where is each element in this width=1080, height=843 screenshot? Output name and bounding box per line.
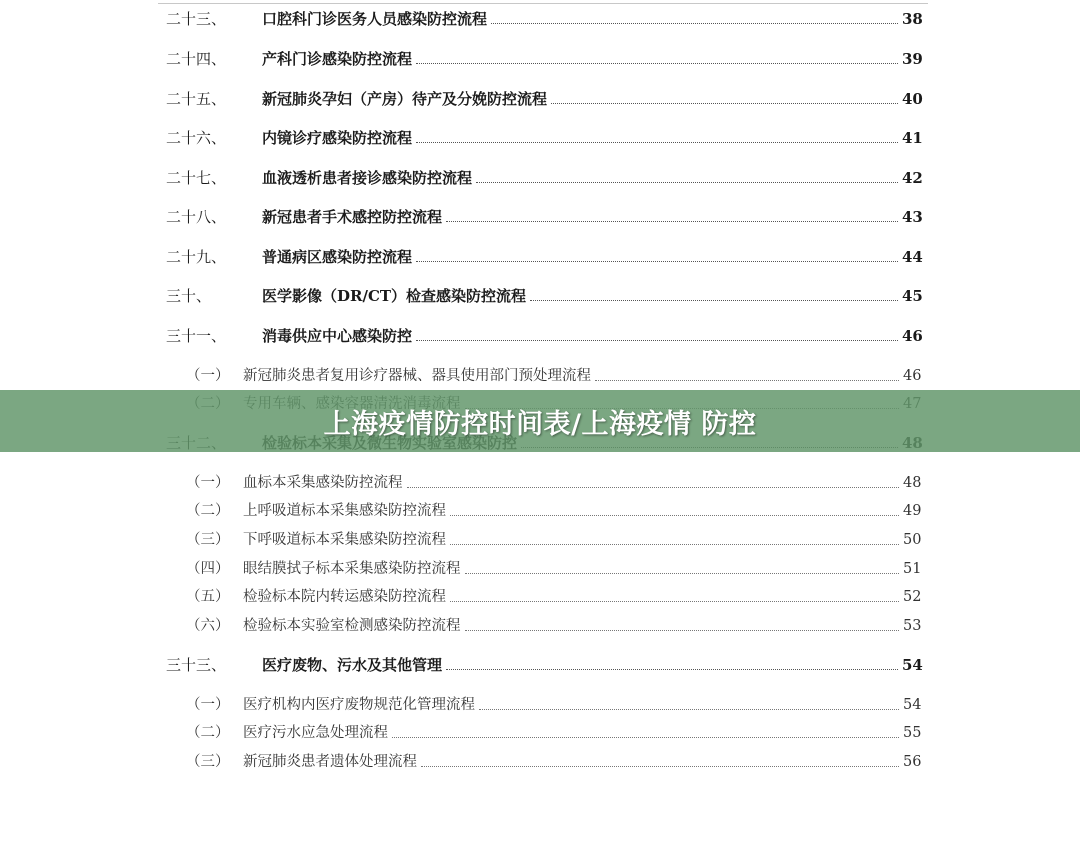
toc-entry-number: （一） [186,368,230,384]
toc-entry-title: 下呼吸道标本采集感染防控流程 [243,532,446,548]
toc-entry [0,693,1080,717]
toc-entry-title: 医疗废物、污水及其他管理 [262,656,443,674]
toc-entry [0,750,1080,774]
toc-entry-page: 53 [903,618,922,634]
banner-title: 上海疫情防控时间表/上海疫情 防控 [323,408,757,440]
toc-entry-title: 消毒供应中心感染防控 [262,327,413,345]
toc-entry-title: 普通病区感染防控流程 [262,248,413,266]
toc-entry-number: （二） [186,503,230,519]
toc-entry-number: （一） [186,697,230,713]
toc-dot-leader [416,340,898,341]
toc-dot-leader [450,515,899,516]
toc-entry-number: （一） [186,475,230,491]
toc-entry-title: 眼结膜拭子标本采集感染防控流程 [243,561,461,577]
toc-entry-page: 54 [903,697,922,713]
toc-dot-leader [450,601,899,602]
toc-entry [0,528,1080,552]
toc-entry [0,471,1080,495]
toc-entry [0,87,1080,111]
toc-entry-title: 新冠肺炎患者遗体处理流程 [243,754,417,770]
toc-entry-page: 50 [903,532,922,548]
toc-entry [0,721,1080,745]
toc-entry-number: 三十、 [166,287,212,305]
toc-entry-title: 检验标本实验室检测感染防控流程 [243,618,461,634]
toc-entry-number: （四） [186,561,230,577]
toc-dot-leader [416,63,898,64]
toc-entry [0,205,1080,229]
toc-entry [0,364,1080,388]
toc-entry-number: 二十三、 [166,10,227,28]
toc-entry-number: （六） [186,618,230,634]
toc-dot-leader [446,669,898,670]
toc-entry [0,585,1080,609]
toc-entry-title: 内镜诊疗感染防控流程 [262,129,413,147]
toc-entry-page: 43 [902,208,923,226]
toc-dot-leader [595,380,899,381]
toc-entry [0,324,1080,348]
toc-dot-leader [450,544,899,545]
toc-entry [0,126,1080,150]
toc-entry [0,166,1080,190]
toc-entry [0,653,1080,677]
toc-entry [0,47,1080,71]
title-banner [0,390,1080,452]
toc-entry-title: 医疗污水应急处理流程 [243,725,388,741]
toc-entry-page: 44 [902,248,923,266]
toc-entry-number: （三） [186,754,230,770]
toc-entry-title: 检验标本院内转运感染防控流程 [243,589,446,605]
toc-entry-title: 血液透析患者接诊感染防控流程 [262,169,473,187]
toc-entry-title: 新冠患者手术感控防控流程 [262,208,443,226]
toc-dot-leader [465,573,899,574]
toc-entry-number: 二十九、 [166,248,227,266]
toc-entry [0,557,1080,581]
toc-entry-page: 39 [902,50,923,68]
toc-entry-page: 46 [903,368,922,384]
toc-entry-number: （五） [186,589,230,605]
toc-entry-page: 38 [902,10,923,28]
toc-dot-leader [551,103,898,104]
toc-dot-leader [446,221,898,222]
toc-entry-number: （二） [186,725,230,741]
toc-entry-page: 52 [903,589,922,605]
toc-entry-title: 医疗机构内医疗废物规范化管理流程 [243,697,475,713]
toc-dot-leader [416,142,898,143]
toc-entry [0,284,1080,308]
toc-dot-leader [407,487,899,488]
toc-entry-number: 二十四、 [166,50,227,68]
toc-entry-page: 49 [903,503,922,519]
toc-entry [0,7,1080,31]
toc-dot-leader [491,23,898,24]
toc-entry-number: 二十六、 [166,129,227,147]
toc-entry-page: 42 [902,169,923,187]
toc-entry-page: 51 [903,561,922,577]
toc-dot-leader [465,630,899,631]
toc-entry-page: 48 [903,475,922,491]
toc-entry-title: 新冠肺炎患者复用诊疗器械、器具使用部门预处理流程 [243,368,591,384]
toc-entry-title: 口腔科门诊医务人员感染防控流程 [262,10,488,28]
toc-entry-number: 二十八、 [166,208,227,226]
toc-entry-page: 54 [902,656,923,674]
toc-dot-leader [416,261,898,262]
toc-dot-leader [476,182,898,183]
toc-entry-title: 医学影像（DR/CT）检查感染防控流程 [262,287,527,305]
toc-entry [0,245,1080,269]
toc-entry-page: 40 [902,90,923,108]
toc-entry-number: （三） [186,532,230,548]
toc-entry-number: 三十三、 [166,656,227,674]
toc-entry-title: 血标本采集感染防控流程 [243,475,403,491]
toc-entry-page: 55 [903,725,922,741]
toc-entry-title: 上呼吸道标本采集感染防控流程 [243,503,446,519]
toc-entry-page: 56 [903,754,922,770]
toc-dot-leader [421,766,899,767]
toc-entry-number: 二十五、 [166,90,227,108]
toc-dot-leader [479,709,899,710]
toc-entry-page: 41 [902,129,923,147]
toc-entry-number: 二十七、 [166,169,227,187]
toc-entry-number: 三十一、 [166,327,227,345]
toc-entry-page: 46 [902,327,923,345]
toc-entry-title: 新冠肺炎孕妇（产房）待产及分娩防控流程 [262,90,548,108]
toc-entry-title: 产科门诊感染防控流程 [262,50,413,68]
toc-entry [0,614,1080,638]
toc-dot-leader [530,300,898,301]
toc-entry [0,499,1080,523]
toc-entry-page: 45 [902,287,923,305]
toc-dot-leader [392,737,899,738]
